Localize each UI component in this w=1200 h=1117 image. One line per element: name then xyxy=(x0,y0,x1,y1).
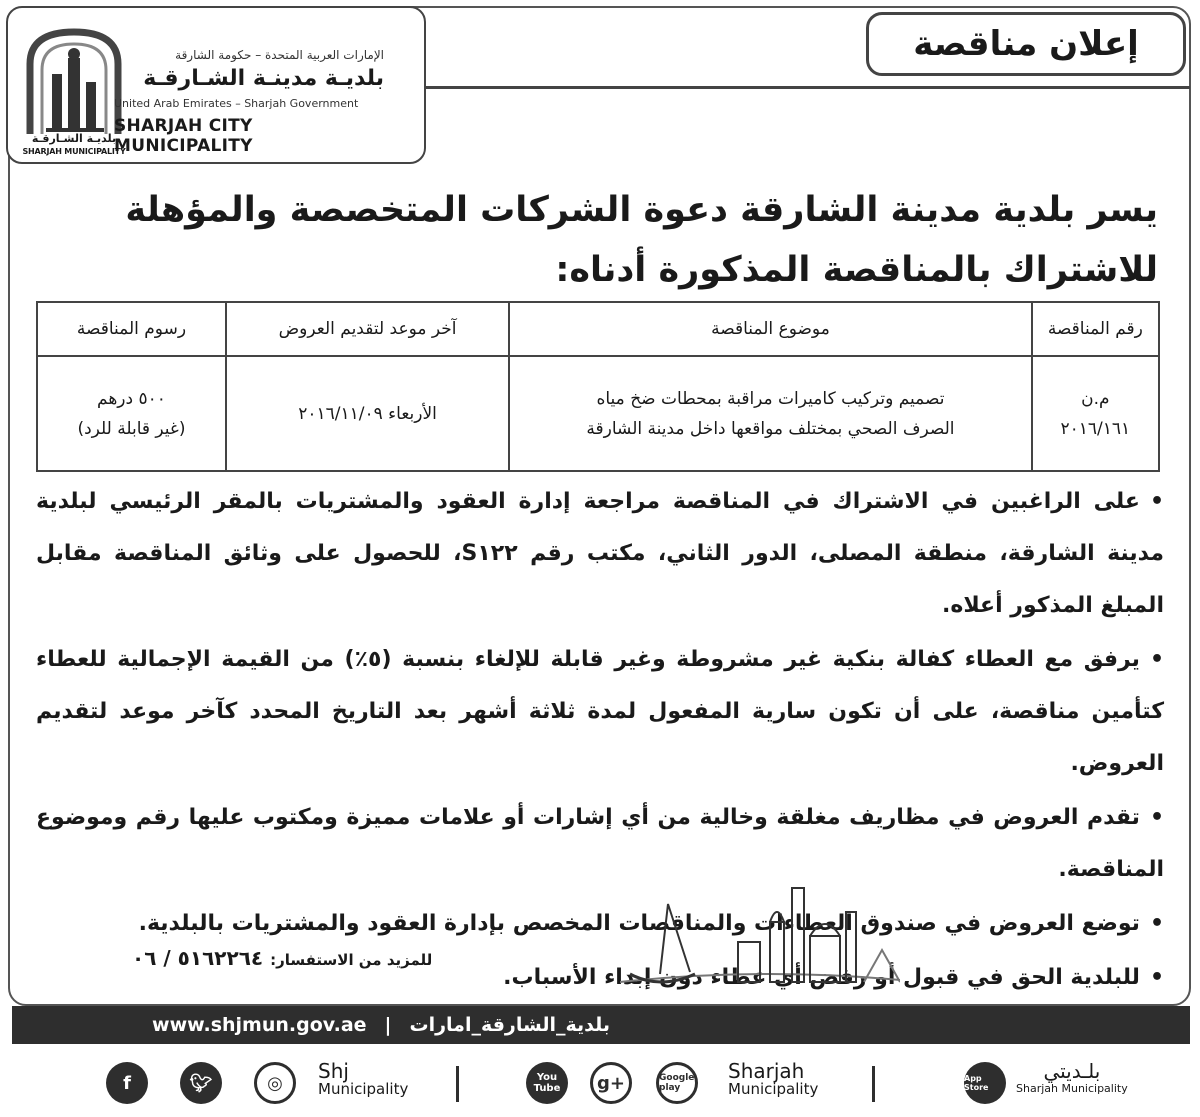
tender-table xyxy=(36,301,1160,472)
logo-arabic-name: بلديـة مدينـة الشـارقـة xyxy=(143,66,384,91)
list-item: • تقدم العروض في مظاريف مغلقة وخالية من أي إشارات أو علامات مميزة ومكتوب عليها رقم وموضوع المناقصة. xyxy=(36,792,1164,896)
header-rule xyxy=(410,86,1190,89)
footer-bar xyxy=(12,1006,1190,1044)
website-link[interactable]: www.shjmun.gov.ae xyxy=(152,1014,367,1036)
list-item: • يرفق مع العطاء كفالة بنكية غير مشروطة وغير قابلة للإلغاء بنسبة (٥٪) من القيمة الإجمالية للعطاء كتأمين مناقصة، على أن تكون سارية المفعول لمدة ثلاثة أشهر بعد التاريخ المحدد كآخر موعد لتقديم العروض. xyxy=(36,634,1164,790)
cell-deadline: الأربعاء ٢٠١٦/١١/٠٩ xyxy=(226,356,509,471)
footer-divider xyxy=(456,1066,459,1102)
sharjah-skyline-illustration-icon xyxy=(620,882,900,1000)
app-store-icon[interactable]: App Store xyxy=(964,1062,1006,1104)
table-header-row xyxy=(37,302,1159,356)
google-play-icon[interactable]: Google play xyxy=(656,1062,698,1104)
app-english-name: Sharjah Municipality xyxy=(1016,1082,1128,1095)
fee-amount: ٥٠٠ درهم xyxy=(97,388,166,409)
cell-tender-number xyxy=(1032,356,1159,471)
municipality-emblem-icon xyxy=(22,24,126,142)
shj-brand-sub: Municipality xyxy=(318,1080,409,1098)
tender-number-value: ٢٠١٦/١٦١ xyxy=(1060,418,1131,439)
list-item: • توضع العروض في صندوق العطاءات والمناقصات المخصص بإدارة العقود والمشتريات بالبلدية. xyxy=(36,898,1164,950)
footer-divider xyxy=(872,1066,875,1102)
contact-info xyxy=(132,946,432,970)
social-row xyxy=(0,1046,1200,1117)
header-tender-number: رقم المناقصة xyxy=(1032,302,1159,356)
intro-paragraph: يسر بلدية مدينة الشارقة دعوة الشركات المتخصصة والمؤهلة للاشتراك بالمناقصة المذكورة أدناه: xyxy=(125,190,1158,290)
conditions-list xyxy=(36,476,1164,1006)
header-tender-subject: موضوع المناقصة xyxy=(509,302,1032,356)
contact-label: للمزيد من الاستفسار: xyxy=(270,951,433,969)
my-municipality-app-brand xyxy=(1016,1059,1128,1098)
logo-text xyxy=(114,48,384,156)
sharjah-brand-sub: Municipality xyxy=(728,1080,819,1098)
shj-municipality-brand xyxy=(318,1059,409,1098)
fee-note: (غير قابلة للرد) xyxy=(77,418,186,439)
sharjah-municipality-brand xyxy=(728,1059,819,1098)
emblem-arabic-name: بلديـة الشـارقـة xyxy=(31,132,117,145)
tender-subject-line1: تصميم وتركيب كاميرات مراقبة بمحطات ضخ مياه xyxy=(596,388,945,409)
header-fee: رسوم المناقصة xyxy=(37,302,226,356)
footer-separator: | xyxy=(384,1014,392,1036)
youtube-icon[interactable]: You Tube xyxy=(526,1062,568,1104)
instagram-icon[interactable]: ◎ xyxy=(254,1062,296,1104)
logo-arabic-government: الإمارات العربية المتحدة – حكومة الشارقة xyxy=(175,48,384,62)
list-item: • للبلدية الحق في قبول أو رفض أي عطاء دون إبداء الأسباب. xyxy=(36,952,1164,1004)
tender-subject-line2: الصرف الصحي بمختلف مواقعها داخل مدينة الشارقة xyxy=(586,418,955,439)
municipality-logo xyxy=(6,6,426,164)
emblem-english-name: SHARJAH MUNICIPALITY xyxy=(22,147,126,156)
app-arabic-name: بلـديتي xyxy=(1043,1059,1101,1083)
shj-brand-label: Shj xyxy=(318,1059,349,1083)
hashtag-text: بلدية_الشارقة_امارات xyxy=(409,1014,610,1036)
twitter-icon[interactable]: 🐦︎ xyxy=(180,1062,222,1104)
cell-fee xyxy=(37,356,226,471)
logo-english-name: SHARJAH CITY MUNICIPALITY xyxy=(114,116,253,156)
tender-number-prefix: م.ن xyxy=(1081,388,1110,409)
logo-english-government: United Arab Emirates – Sharjah Government xyxy=(114,97,359,110)
list-item: • على الراغبين في الاشتراك في المناقصة مراجعة إدارة العقود والمشتريات بالمقر الرئيسي لبلدية مدينة الشارقة، منطقة المصلى، الدور الثاني، مكتب رقم S١٢٢، للحصول على وثائق المناقصة مقابل المبلغ المذكور أعلاه. xyxy=(36,476,1164,632)
sharjah-brand-label: Sharjah xyxy=(728,1059,805,1083)
notice-title: إعلان مناقصة xyxy=(866,12,1186,76)
header-deadline: آخر موعد لتقديم العروض xyxy=(226,302,509,356)
cell-tender-subject xyxy=(509,356,1032,471)
table-row xyxy=(37,356,1159,471)
facebook-icon[interactable]: f xyxy=(106,1062,148,1104)
contact-phone[interactable]: ٥١٦٢٢٦٤ / ٠٦ xyxy=(132,946,264,970)
google-plus-icon[interactable]: g+ xyxy=(590,1062,632,1104)
